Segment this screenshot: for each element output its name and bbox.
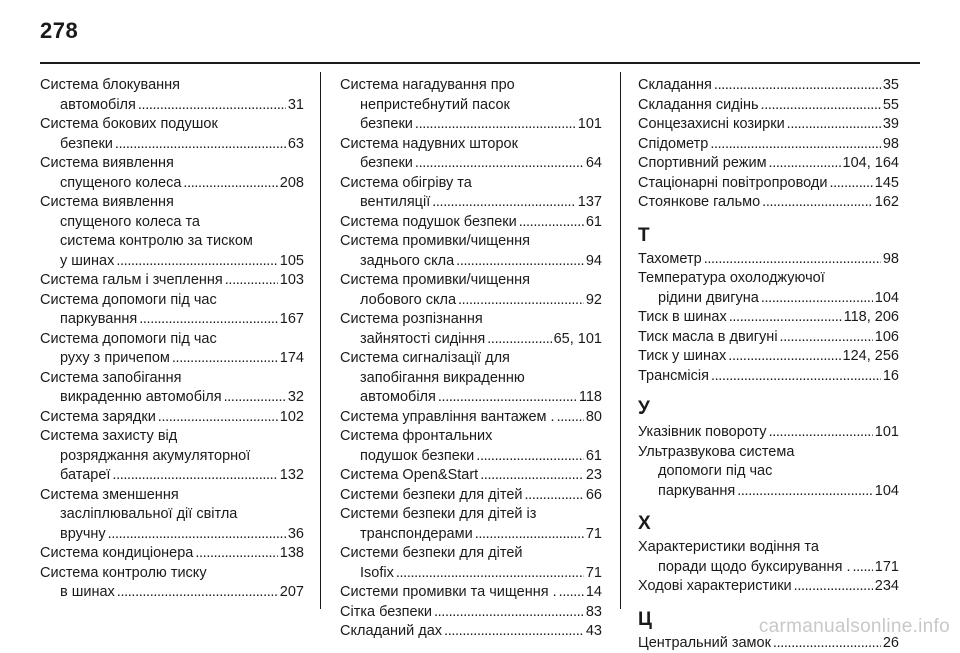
- page-ref: 55: [883, 96, 899, 116]
- page-ref: 208: [280, 174, 304, 194]
- entry-text: Тиск у шинах: [638, 347, 726, 367]
- dot-leader: [519, 213, 584, 233]
- dot-leader: [729, 308, 842, 328]
- entry-text: Спідометр: [638, 135, 708, 155]
- page-ref: 66: [586, 486, 602, 506]
- entry-row: [340, 408, 602, 428]
- entry-row: [638, 289, 899, 309]
- entry-row: [638, 154, 899, 174]
- entry-text: подушок безпеки: [360, 447, 474, 467]
- dot-leader: [557, 408, 584, 428]
- entry-text: Система обігріву та: [340, 174, 602, 194]
- page-ref: 71: [586, 525, 602, 545]
- index-entry: [340, 271, 602, 310]
- entry-row: [340, 447, 602, 467]
- entry-text: Система зменшення: [40, 486, 304, 506]
- page-ref: 16: [883, 367, 899, 387]
- dot-leader: [224, 388, 286, 408]
- entry-text: Система контролю тиску: [40, 564, 304, 584]
- entry-text: Спортивний режим: [638, 154, 767, 174]
- dot-leader: [458, 291, 584, 311]
- index-entry: [340, 213, 602, 233]
- entry-text: Системи безпеки для дітей: [340, 544, 602, 564]
- dot-leader: [158, 408, 278, 428]
- page-ref: 207: [280, 583, 304, 603]
- page-ref: 98: [883, 135, 899, 155]
- entry-row: [638, 96, 899, 116]
- header-rule: [40, 62, 920, 64]
- dot-leader: [432, 193, 576, 213]
- index-entry: [40, 544, 304, 564]
- entry-text: зайнятості сидіння: [360, 330, 485, 350]
- entry-text: руху з причепом: [60, 349, 170, 369]
- index-entry: [340, 622, 602, 642]
- entry-text: спущеного колеса та: [40, 213, 304, 233]
- entry-row: [340, 583, 602, 603]
- page-ref: 124, 256: [843, 347, 899, 367]
- dot-leader: [829, 174, 872, 194]
- entry-row: [40, 583, 304, 603]
- dot-leader: [761, 96, 881, 116]
- index-entry: [40, 427, 304, 486]
- entry-text: Ультразвукова система: [638, 443, 899, 463]
- entry-row: [340, 486, 602, 506]
- page-ref: 105: [280, 252, 304, 272]
- entry-text: вручну: [60, 525, 106, 545]
- entry-text: Система бокових подушок: [40, 115, 304, 135]
- page-ref: 102: [280, 408, 304, 428]
- entry-text: розряджання акумуляторної: [40, 447, 304, 467]
- entry-text: Система сигналізації для: [340, 349, 602, 369]
- index-entry: [638, 76, 899, 96]
- entry-text: у шинах: [60, 252, 114, 272]
- entry-text: Система захисту від: [40, 427, 304, 447]
- entry-text: Система промивки/чищення: [340, 232, 602, 252]
- entry-text: Система гальм і зчеплення: [40, 271, 223, 291]
- page-ref: 61: [586, 213, 602, 233]
- entry-row: [40, 310, 304, 330]
- entry-text: автомобіля: [60, 96, 136, 116]
- dot-leader: [172, 349, 278, 369]
- index-column-1: [40, 76, 304, 603]
- dot-leader: [487, 330, 551, 350]
- page-ref: 162: [875, 193, 899, 213]
- entry-text: Ходові характеристики: [638, 577, 792, 597]
- entry-text: Система подушок безпеки: [340, 213, 517, 233]
- index-entry: [40, 154, 304, 193]
- entry-text: Система промивки/чищення: [340, 271, 602, 291]
- entry-text: батареї: [60, 466, 110, 486]
- entry-text: Сітка безпеки: [340, 603, 432, 623]
- entry-text: Трансмісія: [638, 367, 709, 387]
- index-entry: [638, 154, 899, 174]
- entry-text: Складання сидінь: [638, 96, 759, 116]
- index-entry: [340, 310, 602, 349]
- index-entry: [638, 96, 899, 116]
- dot-leader: [438, 388, 577, 408]
- entry-row: [40, 388, 304, 408]
- dot-leader: [852, 558, 872, 578]
- dot-leader: [456, 252, 584, 272]
- entry-row: [638, 135, 899, 155]
- page-ref: 98: [883, 250, 899, 270]
- entry-row: [40, 525, 304, 545]
- dot-leader: [711, 367, 881, 387]
- dot-leader: [225, 271, 278, 291]
- entry-text: Стоянкове гальмо: [638, 193, 760, 213]
- dot-leader: [139, 310, 278, 330]
- dot-leader: [559, 583, 584, 603]
- page-ref: 101: [578, 115, 602, 135]
- dot-leader: [138, 96, 286, 116]
- index-entry: [638, 347, 899, 367]
- entry-text: Система допомоги під час: [40, 330, 304, 350]
- index-entry: [638, 269, 899, 308]
- page-ref: 63: [288, 135, 304, 155]
- page-ref: 101: [875, 423, 899, 443]
- entry-row: [340, 252, 602, 272]
- page-ref: 23: [586, 466, 602, 486]
- entry-row: [40, 408, 304, 428]
- dot-leader: [761, 289, 873, 309]
- page-ref: 138: [280, 544, 304, 564]
- index-entry: [638, 193, 899, 213]
- page-ref: 36: [288, 525, 304, 545]
- entry-text: Система виявлення: [40, 193, 304, 213]
- entry-text: Система блокування: [40, 76, 304, 96]
- index-entry: [40, 193, 304, 271]
- entry-text: Система зарядки: [40, 408, 156, 428]
- entry-text: вентиляції: [360, 193, 430, 213]
- entry-text: Система надувних шторок: [340, 135, 602, 155]
- entry-text: заднього скла: [360, 252, 454, 272]
- entry-row: [40, 252, 304, 272]
- page-ref: 92: [586, 291, 602, 311]
- entry-text: Система допомоги під час: [40, 291, 304, 311]
- page-number: 278: [40, 18, 78, 44]
- entry-row: [340, 525, 602, 545]
- page-ref: 103: [280, 271, 304, 291]
- page-ref: 35: [883, 76, 899, 96]
- dot-leader: [480, 466, 584, 486]
- index-entry: [638, 328, 899, 348]
- index-entry: [40, 76, 304, 115]
- entry-row: [40, 135, 304, 155]
- entry-text: Система нагадування про: [340, 76, 602, 96]
- entry-text: Центральний замок: [638, 634, 771, 653]
- dot-leader: [117, 583, 278, 603]
- section-letter: Х: [638, 513, 899, 535]
- entry-text: Системи безпеки для дітей із: [340, 505, 602, 525]
- dot-leader: [116, 252, 277, 272]
- index-entry: [340, 544, 602, 583]
- dot-leader: [475, 525, 584, 545]
- entry-text: непристебнутий пасок: [340, 96, 602, 116]
- dot-leader: [710, 135, 881, 155]
- entry-text: викраденню автомобіля: [60, 388, 222, 408]
- entry-row: [340, 291, 602, 311]
- page-ref: 32: [288, 388, 304, 408]
- entry-row: [340, 603, 602, 623]
- entry-text: безпеки: [360, 154, 413, 174]
- index-entry: [40, 271, 304, 291]
- page-ref: 39: [883, 115, 899, 135]
- section-letter: Т: [638, 225, 899, 247]
- index-entry: [340, 135, 602, 174]
- dot-leader: [794, 577, 873, 597]
- entry-row: [340, 466, 602, 486]
- entry-row: [340, 213, 602, 233]
- entry-text: спущеного колеса: [60, 174, 181, 194]
- dot-leader: [415, 115, 576, 135]
- page-ref: 14: [586, 583, 602, 603]
- entry-row: [638, 193, 899, 213]
- entry-text: лобового скла: [360, 291, 456, 311]
- entry-row: [638, 423, 899, 443]
- dot-leader: [737, 482, 873, 502]
- index-entry: [340, 232, 602, 271]
- entry-text: автомобіля: [360, 388, 436, 408]
- dot-leader: [108, 525, 286, 545]
- dot-leader: [769, 423, 873, 443]
- dot-leader: [476, 447, 584, 467]
- page-ref: 137: [578, 193, 602, 213]
- entry-row: [638, 558, 899, 578]
- entry-row: [40, 271, 304, 291]
- entry-row: [638, 174, 899, 194]
- entry-row: [40, 466, 304, 486]
- index-entry: [340, 505, 602, 544]
- dot-leader: [525, 486, 584, 506]
- index-entry: [638, 538, 899, 577]
- entry-text: Системи промивки та чищення .: [340, 583, 557, 603]
- entry-text: Isofix: [360, 564, 394, 584]
- column-divider: [620, 72, 621, 609]
- index-entry: [340, 466, 602, 486]
- dot-leader: [183, 174, 277, 194]
- entry-text: Характеристики водіння та: [638, 538, 899, 558]
- page-ref: 118: [579, 388, 602, 408]
- dot-leader: [444, 622, 584, 642]
- page-ref: 234: [875, 577, 899, 597]
- dot-leader: [112, 466, 277, 486]
- entry-row: [638, 482, 899, 502]
- entry-row: [340, 388, 602, 408]
- entry-row: [638, 308, 899, 328]
- index-entry: [40, 408, 304, 428]
- column-divider: [320, 72, 321, 609]
- index-column-2: [340, 76, 602, 642]
- dot-leader: [396, 564, 584, 584]
- index-entry: [340, 174, 602, 213]
- index-entry: [638, 115, 899, 135]
- index-entry: [40, 115, 304, 154]
- entry-text: безпеки: [360, 115, 413, 135]
- dot-leader: [415, 154, 584, 174]
- dot-leader: [434, 603, 584, 623]
- page-ref: 145: [875, 174, 899, 194]
- entry-row: [638, 115, 899, 135]
- page-ref: 106: [875, 328, 899, 348]
- entry-text: паркування: [60, 310, 137, 330]
- index-entry: [638, 443, 899, 502]
- entry-text: Складання: [638, 76, 712, 96]
- entry-row: [340, 622, 602, 642]
- index-entry: [40, 564, 304, 603]
- page-ref: 104, 164: [843, 154, 899, 174]
- entry-text: Тиск в шинах: [638, 308, 727, 328]
- entry-text: Сонцезахисні козирки: [638, 115, 785, 135]
- index-entry: [40, 369, 304, 408]
- index-entry: [340, 583, 602, 603]
- section-letter: У: [638, 398, 899, 420]
- entry-row: [340, 115, 602, 135]
- entry-text: Система виявлення: [40, 154, 304, 174]
- entry-text: безпеки: [60, 135, 113, 155]
- entry-text: Складаний дах: [340, 622, 442, 642]
- index-entry: [340, 486, 602, 506]
- section-letter: Ц: [638, 609, 899, 631]
- page-ref: 31: [288, 96, 304, 116]
- dot-leader: [780, 328, 873, 348]
- page-ref: 61: [586, 447, 602, 467]
- dot-leader: [714, 76, 881, 96]
- dot-leader: [115, 135, 286, 155]
- page-ref: 83: [586, 603, 602, 623]
- entry-row: [638, 250, 899, 270]
- entry-text: рідини двигуна: [658, 289, 759, 309]
- entry-text: Системи безпеки для дітей: [340, 486, 523, 506]
- index-entry: [340, 408, 602, 428]
- index-entry: [638, 423, 899, 443]
- page-ref: 26: [883, 634, 899, 653]
- index-entry: [638, 367, 899, 387]
- index-entry: [638, 308, 899, 328]
- entry-text: Система Open&Start: [340, 466, 478, 486]
- entry-text: Система управління вантажем .: [340, 408, 555, 428]
- index-entry: [340, 427, 602, 466]
- index-column-3: [638, 76, 899, 653]
- dot-leader: [762, 193, 873, 213]
- index-entry: [340, 76, 602, 135]
- page-ref: 43: [586, 622, 602, 642]
- index-entry: [340, 349, 602, 408]
- entry-row: [638, 76, 899, 96]
- watermark: carmanualsonline.info: [759, 616, 950, 638]
- entry-text: Стаціонарні повітропроводи: [638, 174, 827, 194]
- entry-text: Указівник повороту: [638, 423, 767, 443]
- page-ref: 171: [875, 558, 899, 578]
- index-entry: [40, 330, 304, 369]
- page-ref: 94: [586, 252, 602, 272]
- entry-row: [638, 347, 899, 367]
- entry-row: [340, 330, 602, 350]
- page-ref: 80: [586, 408, 602, 428]
- entry-row: [638, 367, 899, 387]
- entry-text: Система фронтальних: [340, 427, 602, 447]
- entry-text: засліплювальної дії світла: [40, 505, 304, 525]
- page-ref: 174: [280, 349, 304, 369]
- page-ref: 65, 101: [554, 330, 602, 350]
- index-entry: [638, 135, 899, 155]
- page-ref: 71: [586, 564, 602, 584]
- page-ref: 167: [280, 310, 304, 330]
- page-ref: 104: [875, 289, 899, 309]
- entry-text: Тиск масла в двигуні: [638, 328, 778, 348]
- index-entry: [638, 174, 899, 194]
- entry-row: [40, 544, 304, 564]
- entry-text: Система запобігання: [40, 369, 304, 389]
- index-entry: [638, 577, 899, 597]
- entry-text: допомоги під час: [638, 462, 899, 482]
- entry-text: Тахометр: [638, 250, 702, 270]
- entry-row: [340, 154, 602, 174]
- entry-text: транспондерами: [360, 525, 473, 545]
- page-ref: 104: [875, 482, 899, 502]
- entry-text: Система кондиціонера: [40, 544, 193, 564]
- entry-text: поради щодо буксирування .: [658, 558, 850, 578]
- entry-row: [40, 349, 304, 369]
- entry-text: Температура охолоджуючої: [638, 269, 899, 289]
- dot-leader: [195, 544, 277, 564]
- entry-row: [340, 564, 602, 584]
- entry-text: система контролю за тиском: [40, 232, 304, 252]
- index-entry: [340, 603, 602, 623]
- entry-row: [40, 174, 304, 194]
- entry-row: [40, 96, 304, 116]
- entry-text: запобігання викраденню: [340, 369, 602, 389]
- entry-text: Система розпізнання: [340, 310, 602, 330]
- entry-row: [638, 577, 899, 597]
- page-ref: 118, 206: [844, 308, 899, 328]
- dot-leader: [704, 250, 881, 270]
- index-entry: [40, 291, 304, 330]
- entry-text: паркування: [658, 482, 735, 502]
- entry-row: [638, 328, 899, 348]
- entry-row: [340, 193, 602, 213]
- dot-leader: [787, 115, 881, 135]
- page-ref: 64: [586, 154, 602, 174]
- dot-leader: [728, 347, 840, 367]
- dot-leader: [769, 154, 841, 174]
- page-ref: 132: [280, 466, 304, 486]
- index-entry: [638, 250, 899, 270]
- index-entry: [40, 486, 304, 545]
- entry-text: в шинах: [60, 583, 115, 603]
